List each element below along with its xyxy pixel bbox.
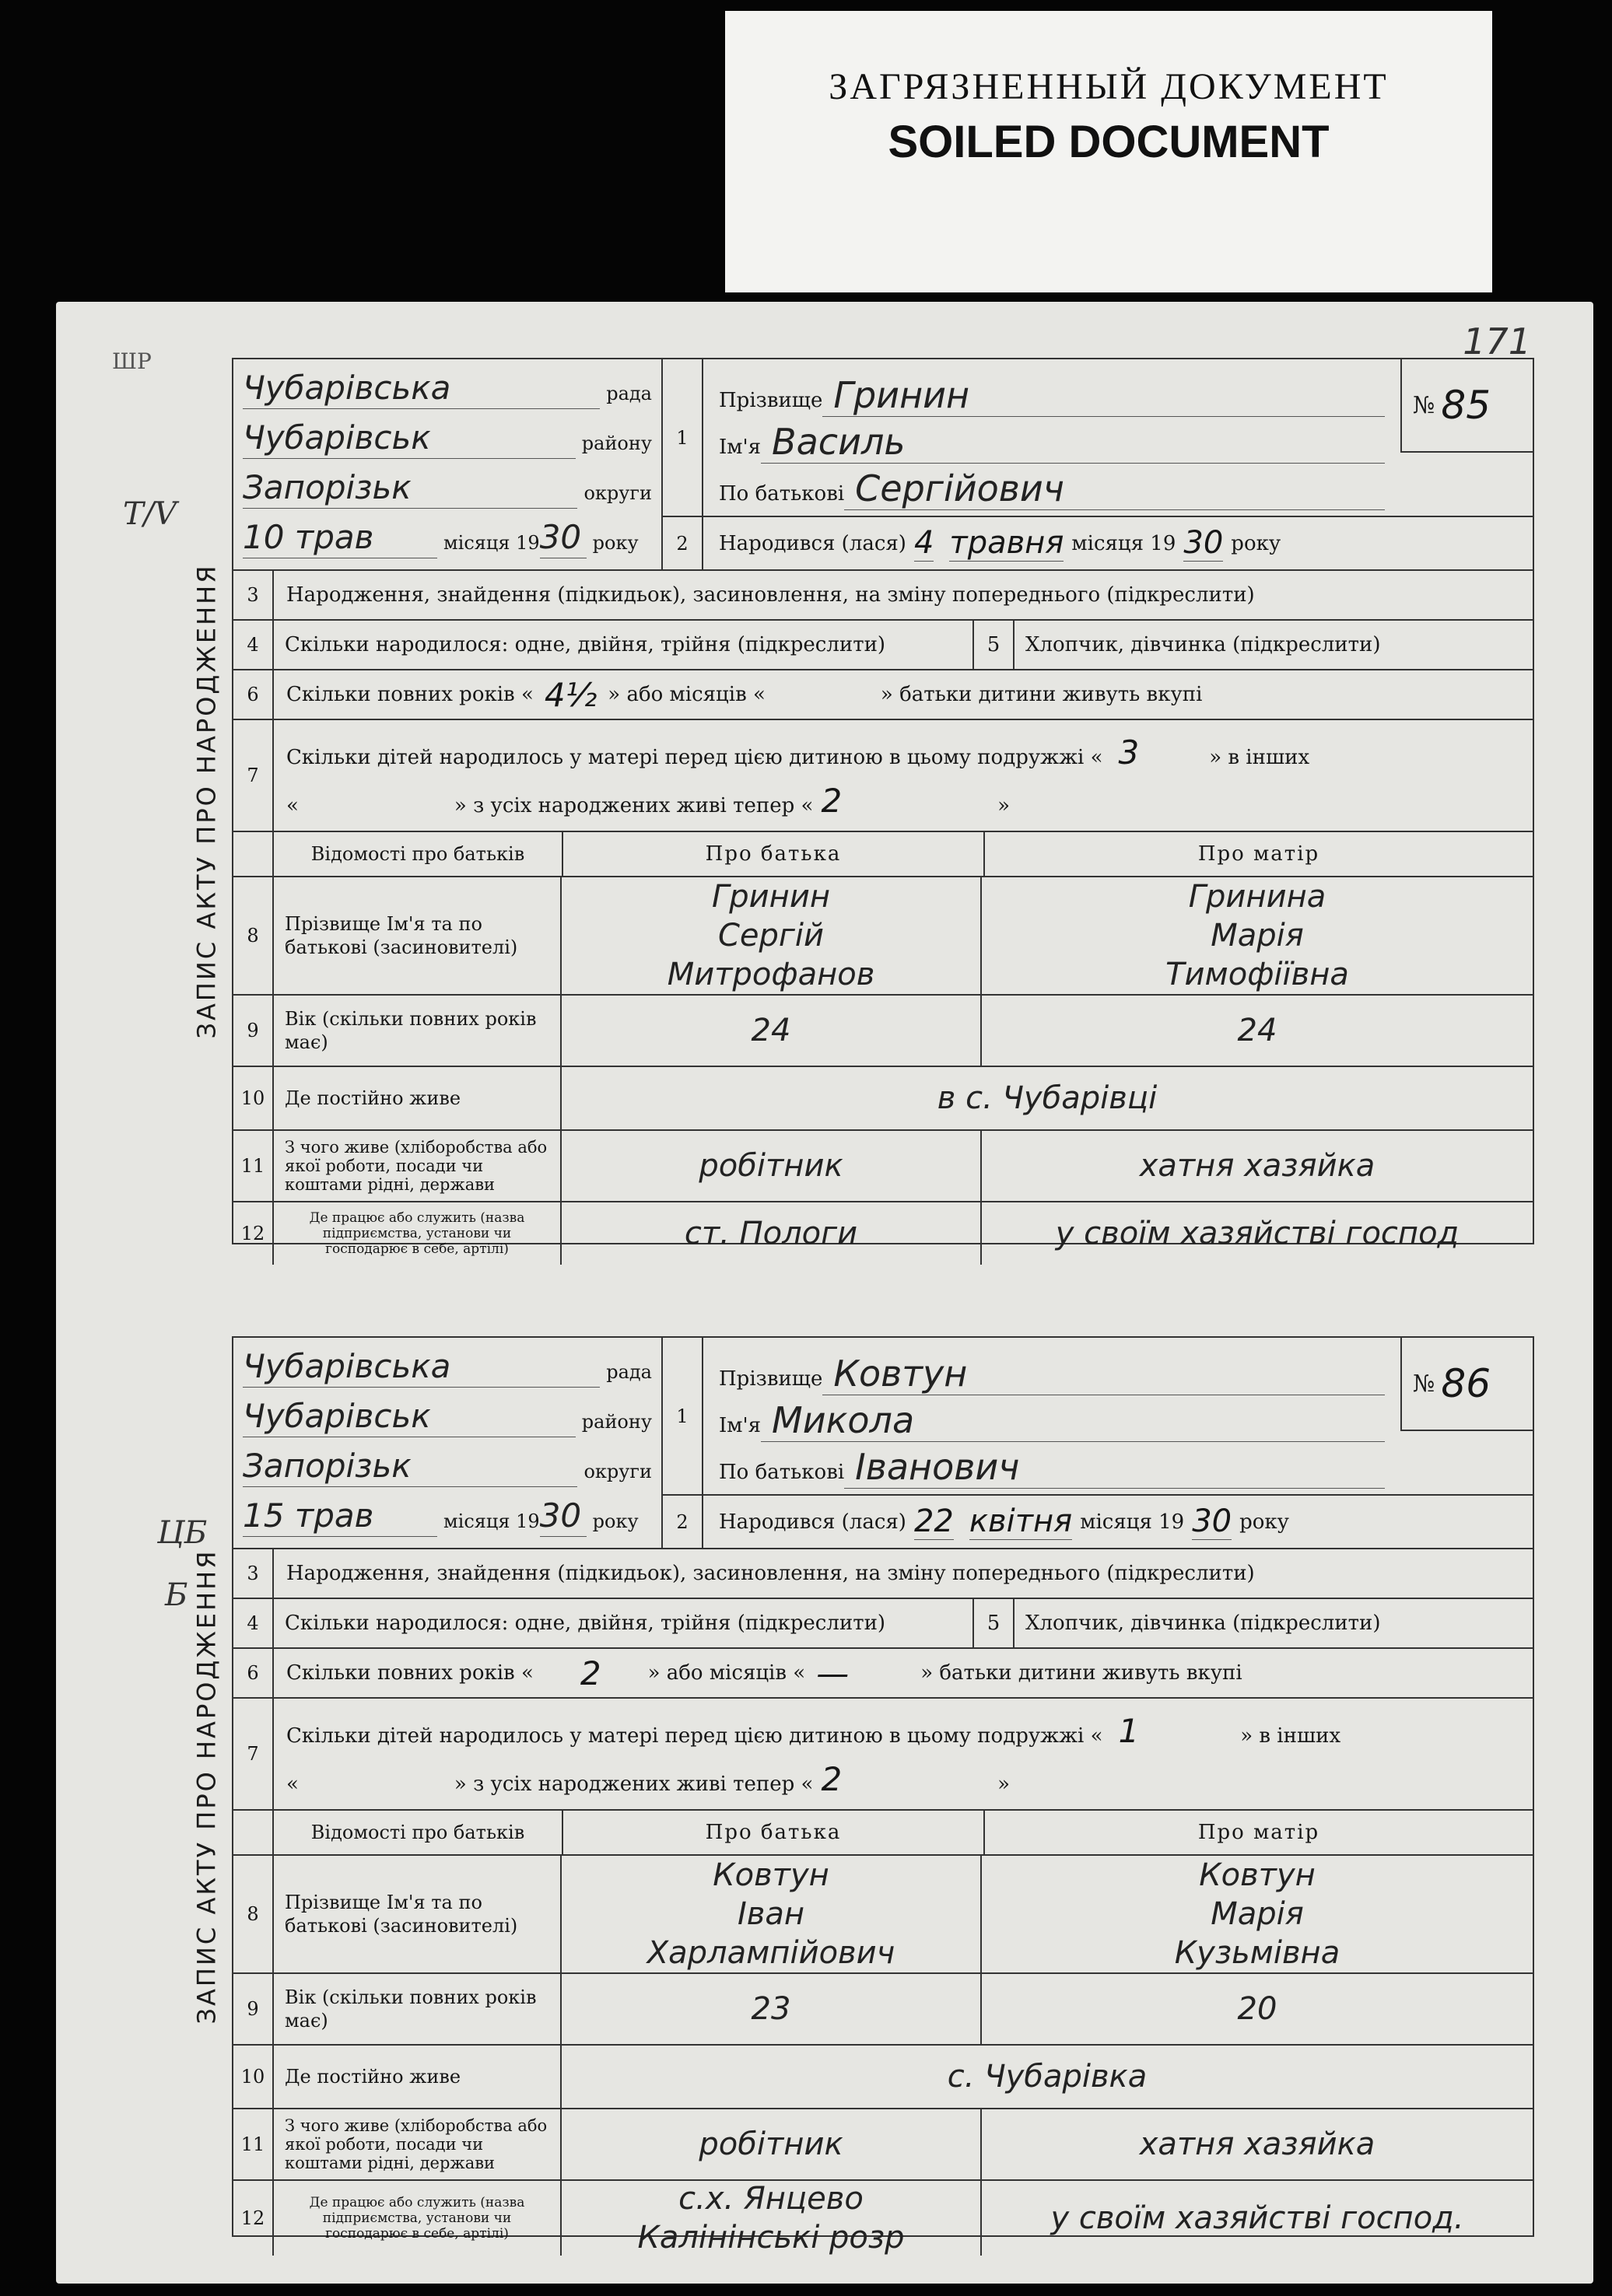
mother-workplace: у своїм хазяйстві господ. xyxy=(1050,2200,1464,2236)
margin-note: ЦБ xyxy=(157,1515,208,1551)
registration-date: 15 трав xyxy=(243,1496,437,1537)
document-sheet xyxy=(56,302,1593,2284)
father-occupation: робітник xyxy=(562,1131,982,1201)
father-age: 24 xyxy=(562,996,982,1066)
margin-note: Т/V xyxy=(123,496,177,532)
record-side-title: ЗАПИС АКТУ ПРО НАРОДЖЕННЯ xyxy=(191,563,222,1039)
birth-record-86: ЗАПИС АКТУ ПРО НАРОДЖЕННЯ Чубарівська рада Чубарівськ району Запорізьк округи 15 трав місяця 19 30 року 1 2 Прізвище Ковтун Ім'я Микола По батькові Іванович № 86 Народився (лася) 22 квітня місяця 19 30 року 3 Народження, знайдення (підкидьок), засиновлення, на зміну попереднього (підкреслити) 4 Скільки народилося: одне, двійня, трійня (підкреслити) 5 Хлопчик, дівчинка (підкреслити) 6 Скільки повних років « 2 » або місяців « — » батьки дитини живуть вкупі 7 Скільки дітей народилось у матері перед цією дитиною в цьому подружжі « 1 » в інших « » з усіх народжених живі тепер « 2 » Відомості про батьків Про батька Про матір 8 Прізвище Ім'я та по батькові (засиновителі) Ковтун Іван Харлампійович Ковтун Марія Кузьмівна 9 Вік (скільки повних років має) 23 20 10 Де постійно живе с. Чубарівка 11 З чого живе (хліборобства або якої роботи, посади чи коштами рідні, держави робітник хатня хазяйка 12 Де працює або служить (назва підприємства, установи чи господарює в себе, артілі) с.х. Янцево Калінінські розр у своїм хазяйстві господ. xyxy=(180,1336,1534,2237)
child-surname: Ковтун xyxy=(822,1353,1385,1395)
mother-occupation: хатня хазяйка xyxy=(1139,1148,1375,1184)
father-workplace: ст. Пологи xyxy=(562,1202,982,1265)
mother-workplace: у своїм хазяйстві господ xyxy=(1055,1216,1460,1251)
mother-occupation: хатня хазяйка xyxy=(1139,2126,1375,2162)
okruha-value: Запорізьк xyxy=(243,1447,577,1487)
page-number: 171 xyxy=(1463,320,1531,362)
years-together: 2 xyxy=(580,1654,601,1692)
father-name: Ковтун Іван Харлампійович xyxy=(562,1856,982,1972)
mother-age: 20 xyxy=(1237,1991,1277,2027)
label-en: SOILED DOCUMENT xyxy=(888,117,1330,167)
rada-value: Чубарівська xyxy=(243,369,600,409)
child-patronymic: Сергійович xyxy=(844,467,1385,510)
child-name: Микола xyxy=(761,1399,1385,1442)
father-occupation: робітник xyxy=(562,2109,982,2179)
soiled-document-label xyxy=(725,11,1492,292)
child-surname: Гринин xyxy=(822,374,1385,417)
birth-date-row: Народився (лася) 4 травня місяця 19 30 року xyxy=(719,525,1281,561)
record-number: № 86 xyxy=(1400,1338,1533,1431)
mother-age: 24 xyxy=(1237,1013,1277,1048)
okruha-value: Запорізьк xyxy=(243,468,577,509)
label-ru: ЗАГРЯЗНЕННЫЙ ДОКУМЕНТ xyxy=(829,66,1389,107)
father-age: 23 xyxy=(562,1974,982,2044)
father-name: Гринин Сергій Митрофанов xyxy=(562,877,982,994)
stamp-mark: ШР xyxy=(112,348,152,374)
raion-value: Чубарівськ xyxy=(243,418,576,459)
father-workplace: с.х. Янцево Калінінські розр xyxy=(562,2181,982,2256)
raion-value: Чубарівськ xyxy=(243,1397,576,1437)
birth-record-85: ЗАПИС АКТУ ПРО НАРОДЖЕННЯ Чубарівська рада Чубарівськ району Запорізьк округи 10 трав місяця 19 30 року 1 2 Прізвище Гринин Ім'я Василь По батькові Сергійович № 85 Народився (лася) 4 травня місяця 19 30 року 3 Народження, знайдення (підкидьок), засиновлення, на зміну попереднього (підкреслити) 4 Скільки народилося: одне, двійня, трійня (підкреслити) 5 Хлопчик, дівчинка (підкреслити) 6 Скільки повних років « 4½ » або місяців « » батьки дитини живуть вкупі 7 Скільки дітей народилось у матері перед цією дитиною в цьому подружжі « 3 » в інших « » з усіх народжених живі тепер « 2 » Відомості про батьків Про батька Про матір 8 Прізвище Ім'я та по батькові (засиновителі) Гринин Сергій Митрофанов Гринина Марія Тимофіївна 9 Вік (скільки повних років має) 24 24 10 Де постійно живе в с. Чубарівці 11 З чого живе (хліборобства або якої роботи, посади чи коштами рідні, держави робітник хатня хазяйка 12 Де працює або служить (назва підприємства, установи чи господарює в себе, артілі) ст. Пологи у своїм хазяйстві господ xyxy=(180,358,1534,1244)
record-side-title: ЗАПИС АКТУ ПРО НАРОДЖЕННЯ xyxy=(191,1549,222,2025)
years-together: 4½ xyxy=(544,675,597,714)
mother-name: Гринина Марія Тимофіївна xyxy=(1165,879,1349,992)
child-name: Василь xyxy=(761,421,1385,464)
record-number: № 85 xyxy=(1400,359,1533,453)
margin-note: Б xyxy=(165,1577,188,1613)
residence: в с. Чубарівці xyxy=(937,1080,1158,1116)
birth-date-row: Народився (лася) 22 квітня місяця 19 30 року xyxy=(719,1503,1289,1539)
rada-value: Чубарівська xyxy=(243,1347,600,1388)
registration-date: 10 трав xyxy=(243,518,437,558)
child-patronymic: Іванович xyxy=(844,1446,1385,1489)
mother-name: Ковтун Марія Кузьмівна xyxy=(1174,1857,1340,1971)
residence: с. Чубарівка xyxy=(947,2059,1148,2095)
